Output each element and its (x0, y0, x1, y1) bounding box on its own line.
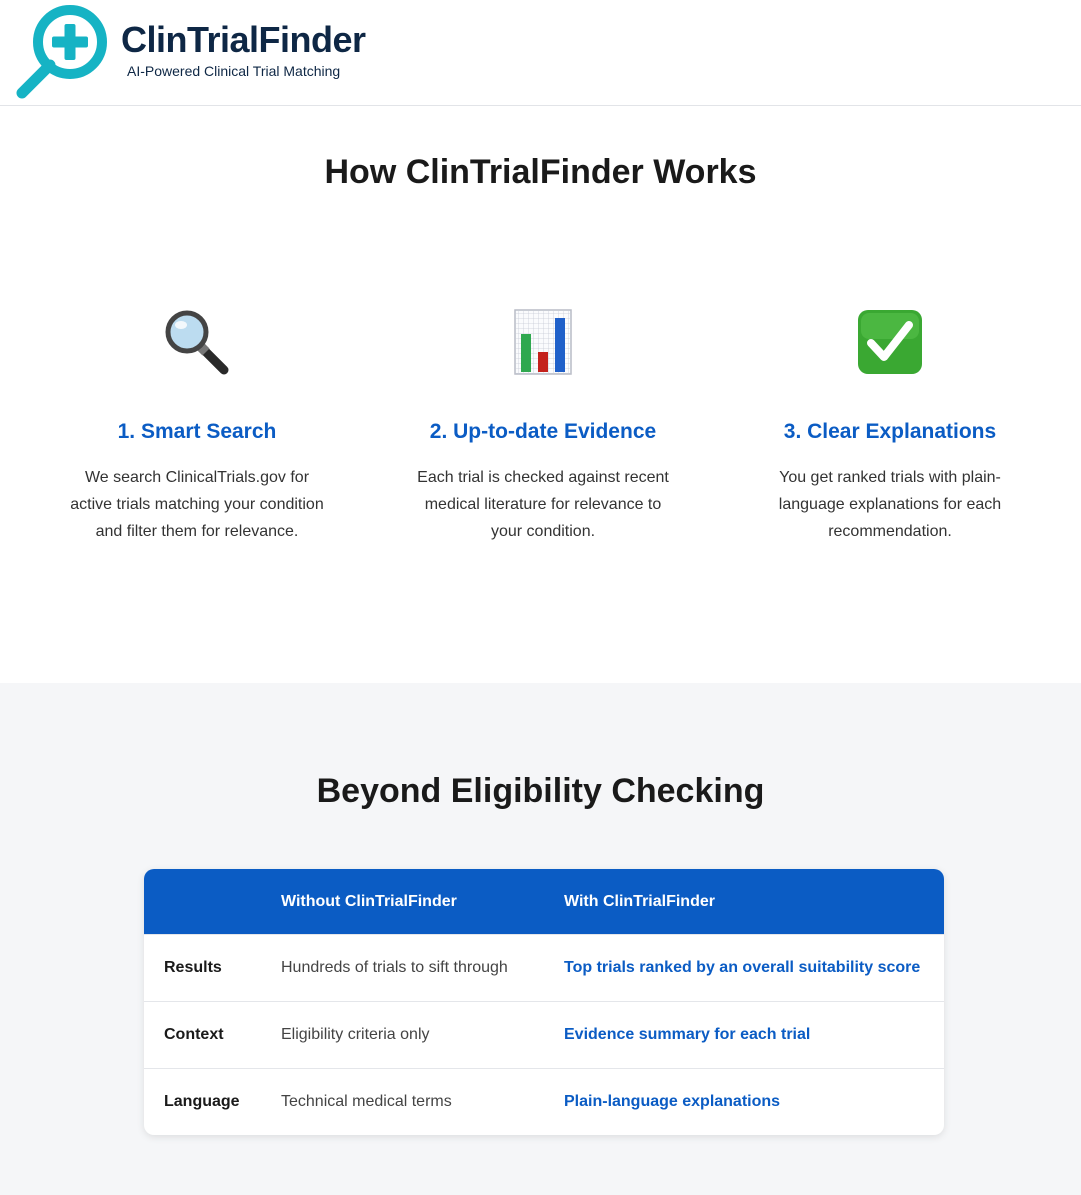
header-cell-without: Without ClinTrialFinder (281, 892, 457, 910)
without-cell: Technical medical terms (281, 1093, 452, 1110)
brand-tagline: AI-Powered Clinical Trial Matching (127, 63, 341, 79)
logo-magnifier-plus-icon[interactable] (16, 3, 110, 99)
step-description: Each trial is checked against recent medical literature for relevance to your condition. (417, 469, 669, 540)
without-cell: Hundreds of trials to sift through (281, 959, 508, 976)
table-row (144, 1001, 944, 1068)
with-cell: Top trials ranked by an overall suitability score (564, 959, 921, 976)
row-label: Context (164, 1026, 224, 1043)
step-explanations (760, 306, 1020, 545)
step-title: 1. Smart Search (117, 420, 277, 443)
without-cell: Eligibility criteria only (281, 1026, 430, 1043)
with-cell: Evidence summary for each trial (564, 1026, 811, 1043)
magnifying-glass-icon (67, 306, 327, 378)
step-smart-search (67, 306, 327, 545)
brand-name[interactable]: ClinTrialFinder (121, 19, 366, 60)
step-evidence (413, 306, 673, 545)
step-description: You get ranked trials with plain-language explanations for each recommendation. (778, 469, 1002, 540)
comparison-table (144, 869, 944, 1135)
row-label: Results (164, 959, 222, 976)
beyond-section (0, 683, 1081, 1195)
how-it-works-title: How ClinTrialFinder Works (324, 153, 757, 191)
step-title: 3. Clear Explanations (783, 420, 997, 443)
step-title: 2. Up-to-date Evidence (429, 420, 657, 443)
row-label: Language (164, 1093, 240, 1110)
table-row (144, 934, 944, 1001)
with-cell: Plain-language explanations (564, 1093, 781, 1110)
table-header (144, 869, 944, 934)
table-row (144, 1068, 944, 1135)
bar-chart-icon (413, 306, 673, 378)
step-description: We search ClinicalTrials.gov for active trials matching your condition and filter them for relevance. (70, 469, 324, 540)
beyond-title: Beyond Eligibility Checking (316, 772, 765, 810)
check-mark-button-icon (760, 306, 1020, 378)
site-header (0, 0, 1081, 106)
header-cell-with: With ClinTrialFinder (564, 892, 715, 910)
